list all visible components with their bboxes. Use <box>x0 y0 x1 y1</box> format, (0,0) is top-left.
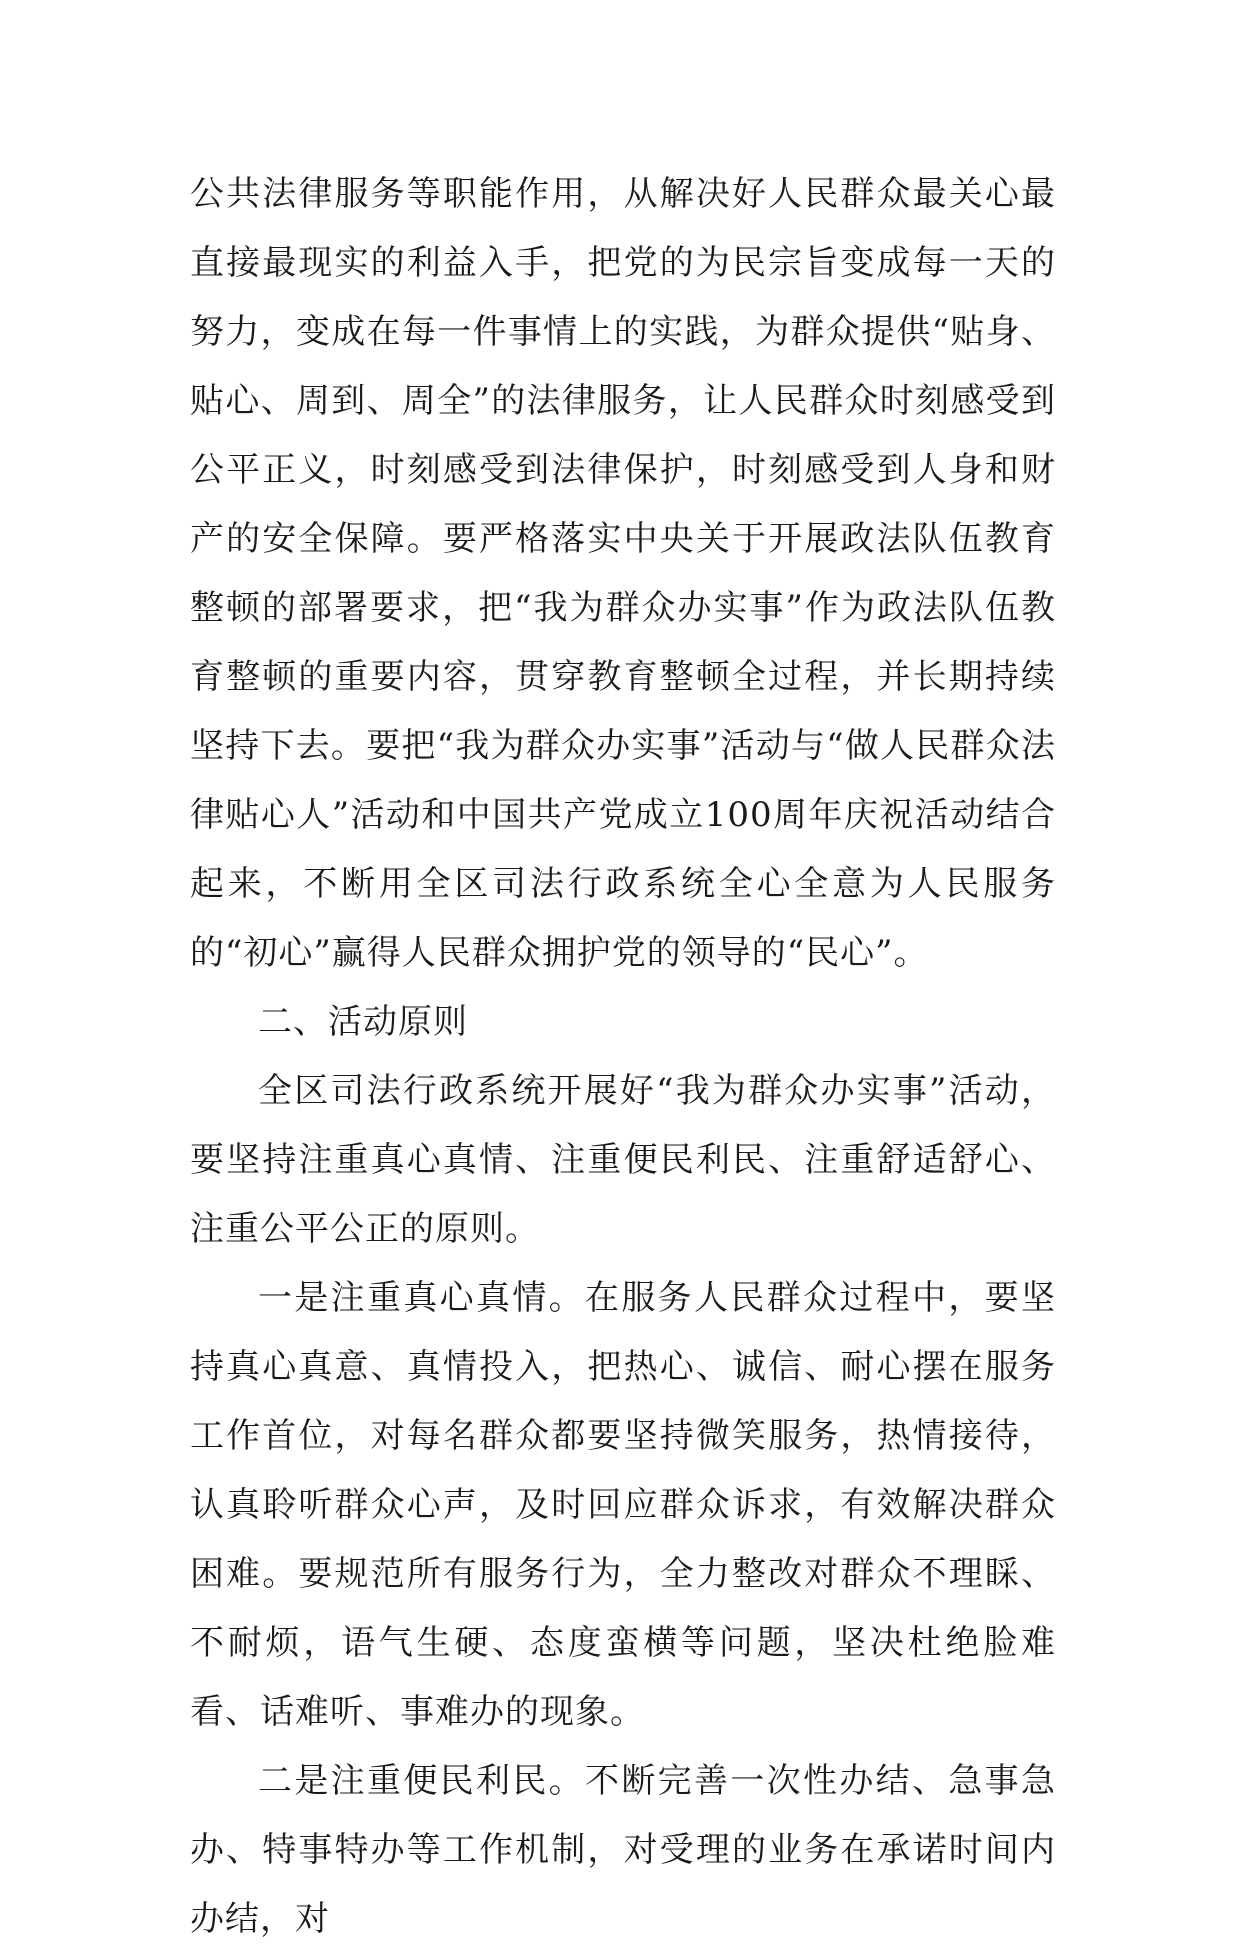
document-body <box>190 160 1056 1954</box>
paragraph-principles-summary: 全区司法行政系统开展好“我为群众办实事”活动，要坚持注重真心真情、注重便民利民、注重舒适舒心、注重公平公正的原则。 <box>190 1071 1056 1249</box>
paragraph-principle-convenience: 二是注重便民利民。不断完善一次性办结、急事急办、特事特办等工作机制，对受理的业务在承诺时间内办结，对 <box>190 1761 1056 1939</box>
paragraph-service-functions: 公共法律服务等职能作用，从解决好人民群众最关心最直接最现实的利益入手，把党的为民宗旨变成每一天的努力，变成在每一件事情上的实践，为群众提供“贴身、贴心、周到、周全”的法律服务，让人民群众时刻感受到公平正义，时刻感受到法律保护，时刻感受到人身和财产的安全保障。要严格落实中央关于开展政法队伍教育整顿的部署要求，把“我为群众办实事”作为政法队伍教育整顿的重要内容，贯穿教育整顿全过程，并长期持续坚持下去。要把“我为群众办实事”活动与“做人民群众法律贴心人”活动和中国共产党成立100周年庆祝活动结合起来，不断用全区司法行政系统全心全意为人民服务的“初心”赢得人民群众拥护党的领导的“民心”。 <box>190 174 1056 973</box>
section-heading-activity-principles: 二、活动原则 <box>258 1002 468 1042</box>
paragraph-principle-sincerity: 一是注重真心真情。在服务人民群众过程中，要坚持真心真意、真情投入，把热心、诚信、耐心摆在服务工作首位，对每名群众都要坚持微笑服务，热情接待，认真聆听群众心声，及时回应群众诉求，有效解决群众困难。要规范所有服务行为，全力整改对群众不理睬、不耐烦，语气生硬、态度蛮横等问题，坚决杜绝脸难看、话难听、事难办的现象。 <box>190 1278 1056 1732</box>
